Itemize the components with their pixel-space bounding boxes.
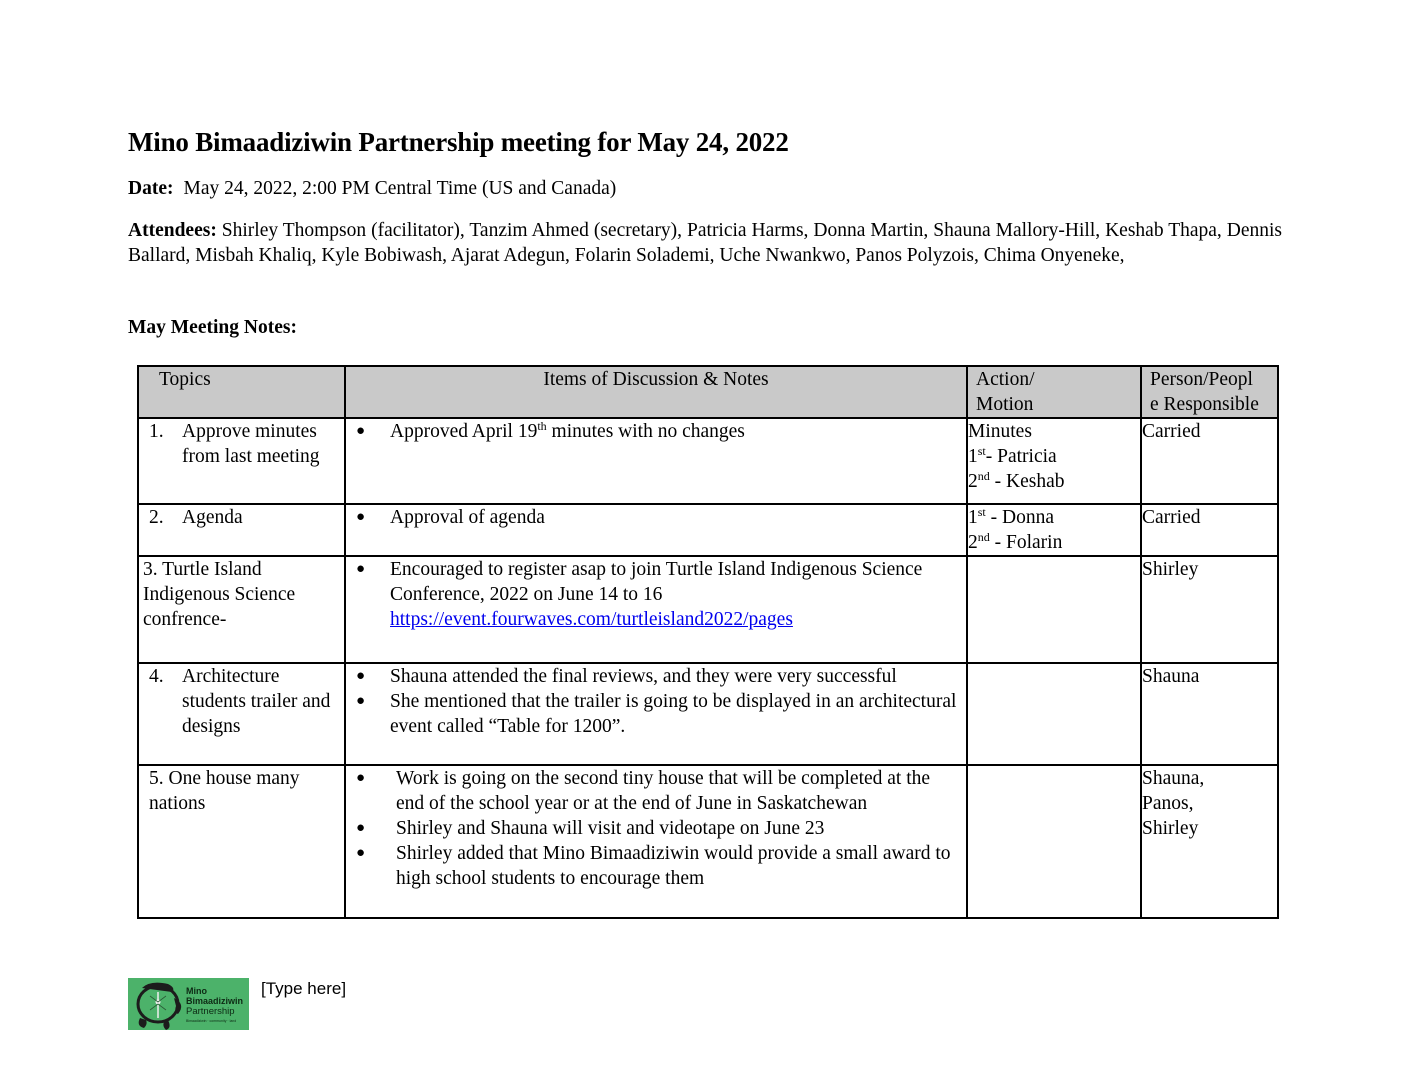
- item-text: She mentioned that the trailer is going to be displayed in an architectural event called “Table for 1200”.: [390, 691, 957, 737]
- items-cell: [345, 765, 967, 918]
- list-item: [354, 664, 960, 689]
- person-name: Shauna,: [1142, 768, 1205, 789]
- bullet-icon: ●: [356, 820, 366, 836]
- item-sup: th: [537, 419, 547, 433]
- item-text-end: minutes with no changes: [546, 421, 745, 442]
- ordinal-num: 2: [968, 471, 978, 492]
- ordinal-sup: nd: [977, 530, 990, 544]
- topic-text: Approve minutes from last meeting: [182, 421, 320, 467]
- header-items: Items of Discussion & Notes: [345, 366, 967, 418]
- person-cell: Carried: [1141, 504, 1278, 556]
- person-cell: [1141, 765, 1278, 918]
- logo-line3: Partnership: [186, 1006, 235, 1017]
- ordinal-num: 1: [968, 446, 978, 467]
- ordinal-sup: st: [977, 444, 986, 458]
- header-action-line2: Motion: [976, 394, 1034, 415]
- notes-heading: May Meeting Notes:: [128, 317, 297, 338]
- items-cell: [345, 418, 967, 504]
- topic-text: Agenda: [182, 507, 243, 528]
- topic-text: 3. Turtle Island Indigenous Science confrence-: [143, 559, 296, 630]
- action-cell: [967, 504, 1141, 556]
- item-text: Approval of agenda: [390, 507, 545, 528]
- partnership-logo: [128, 978, 249, 1030]
- header-action-line1: Action/: [976, 369, 1035, 390]
- person-cell: Shirley: [1141, 556, 1278, 663]
- items-cell: [345, 663, 967, 765]
- table-header-row: [138, 366, 1278, 418]
- meeting-date: [128, 178, 616, 200]
- action-line: Minutes: [968, 421, 1032, 442]
- action-line: [968, 505, 1140, 530]
- header-placeholder[interactable]: [Type here]: [261, 979, 347, 998]
- action-cell: [967, 418, 1141, 504]
- attendees-label: Attendees:: [128, 220, 217, 241]
- topic-text: Architecture students trailer and designs: [182, 666, 331, 737]
- person-name: Shirley: [1142, 818, 1199, 839]
- bullet-icon: ●: [356, 423, 366, 439]
- list-item: [354, 557, 960, 632]
- item-text: Approved April 19: [390, 421, 538, 442]
- items-cell: [345, 556, 967, 663]
- topic-cell: [138, 663, 345, 765]
- topic-number: 1.: [149, 421, 164, 442]
- header-action: [967, 366, 1141, 418]
- action-cell: [967, 765, 1141, 918]
- item-text: Shirley and Shauna will visit and videotape on June 23: [396, 818, 825, 839]
- logo-tagline: Bimaadiziwin · community · land: [186, 1019, 237, 1023]
- items-cell: [345, 504, 967, 556]
- list-item: [354, 505, 960, 530]
- attendees-value: Shirley Thompson (facilitator), Tanzim Ahmed (secretary), Patricia Harms, Donna Martin, Shauna Mallory-Hill, Keshab Thapa, Dennis Ballard, Misbah Khaliq, Kyle Bobiwash, Ajarat Adegun, Folarin Solademi, Uche Nwankwo, Panos Polyzois, Chima Onyeneke,: [128, 220, 1283, 266]
- table-row: [138, 663, 1278, 765]
- topic-cell: [138, 504, 345, 556]
- date-value: May 24, 2022, 2:00 PM Central Time (US and Canada): [183, 178, 617, 199]
- table-row: [138, 765, 1278, 918]
- meeting-notes-table: [137, 365, 1279, 919]
- person-name: Panos,: [1142, 793, 1194, 814]
- bullet-icon: ●: [356, 693, 366, 709]
- action-name: - Patricia: [985, 446, 1057, 467]
- list-item: [354, 766, 960, 816]
- list-item: [354, 816, 960, 841]
- item-text: Shirley added that Mino Bimaadiziwin would provide a small award to high school students to encourage them: [396, 843, 951, 889]
- topic-number: 2.: [149, 507, 164, 528]
- logo-line2: Bimaadiziwin: [186, 996, 244, 1006]
- topic-cell: [138, 418, 345, 504]
- ordinal-sup: st: [977, 505, 986, 519]
- person-cell: Shauna: [1141, 663, 1278, 765]
- action-line: [968, 444, 1140, 469]
- conference-link[interactable]: https://event.fourwaves.com/turtleisland2022/pages: [390, 609, 793, 630]
- item-text: Encouraged to register asap to join Turtle Island Indigenous Science Conference, 2022 on June 14 to 16: [390, 559, 923, 605]
- document-title: Mino Bimaadiziwin Partnership meeting for May 24, 2022: [128, 127, 789, 157]
- bullet-icon: ●: [356, 561, 366, 577]
- action-name: - Folarin: [989, 532, 1063, 553]
- action-name: - Donna: [985, 507, 1054, 528]
- table-row: [138, 418, 1278, 504]
- turtle-icon: [128, 978, 188, 1030]
- header-person: [1141, 366, 1278, 418]
- ordinal-num: 1: [968, 507, 978, 528]
- action-cell: [967, 556, 1141, 663]
- date-label: Date:: [128, 178, 174, 199]
- topic-cell: [138, 765, 345, 918]
- list-item: [354, 841, 960, 891]
- item-text: Shauna attended the final reviews, and they were very successful: [390, 666, 897, 687]
- attendees: [128, 218, 1282, 268]
- action-line: [968, 530, 1140, 555]
- ordinal-sup: nd: [977, 469, 990, 483]
- person-cell: Carried: [1141, 418, 1278, 504]
- bullet-icon: ●: [356, 509, 366, 525]
- topic-text: 5. One house many nations: [149, 768, 300, 814]
- table-row: [138, 556, 1278, 663]
- action-name: - Keshab: [989, 471, 1065, 492]
- list-item: [354, 689, 960, 739]
- bullet-icon: ●: [356, 668, 366, 684]
- header-topics: Topics: [138, 366, 345, 418]
- header-person-line2: e Responsible: [1150, 394, 1259, 415]
- bullet-icon: ●: [356, 770, 366, 786]
- action-line: [968, 469, 1140, 494]
- action-cell: [967, 663, 1141, 765]
- header-person-line1: Person/Peopl: [1150, 369, 1253, 390]
- bullet-icon: ●: [356, 845, 366, 861]
- list-item: [354, 419, 960, 444]
- ordinal-num: 2: [968, 532, 978, 553]
- table-row: [138, 504, 1278, 556]
- topic-cell: [138, 556, 345, 663]
- topic-number: 4.: [149, 666, 164, 687]
- logo-line1: Mino: [186, 986, 207, 996]
- item-text: Work is going on the second tiny house that will be completed at the end of the school year or at the end of June in Saskatchewan: [396, 768, 931, 814]
